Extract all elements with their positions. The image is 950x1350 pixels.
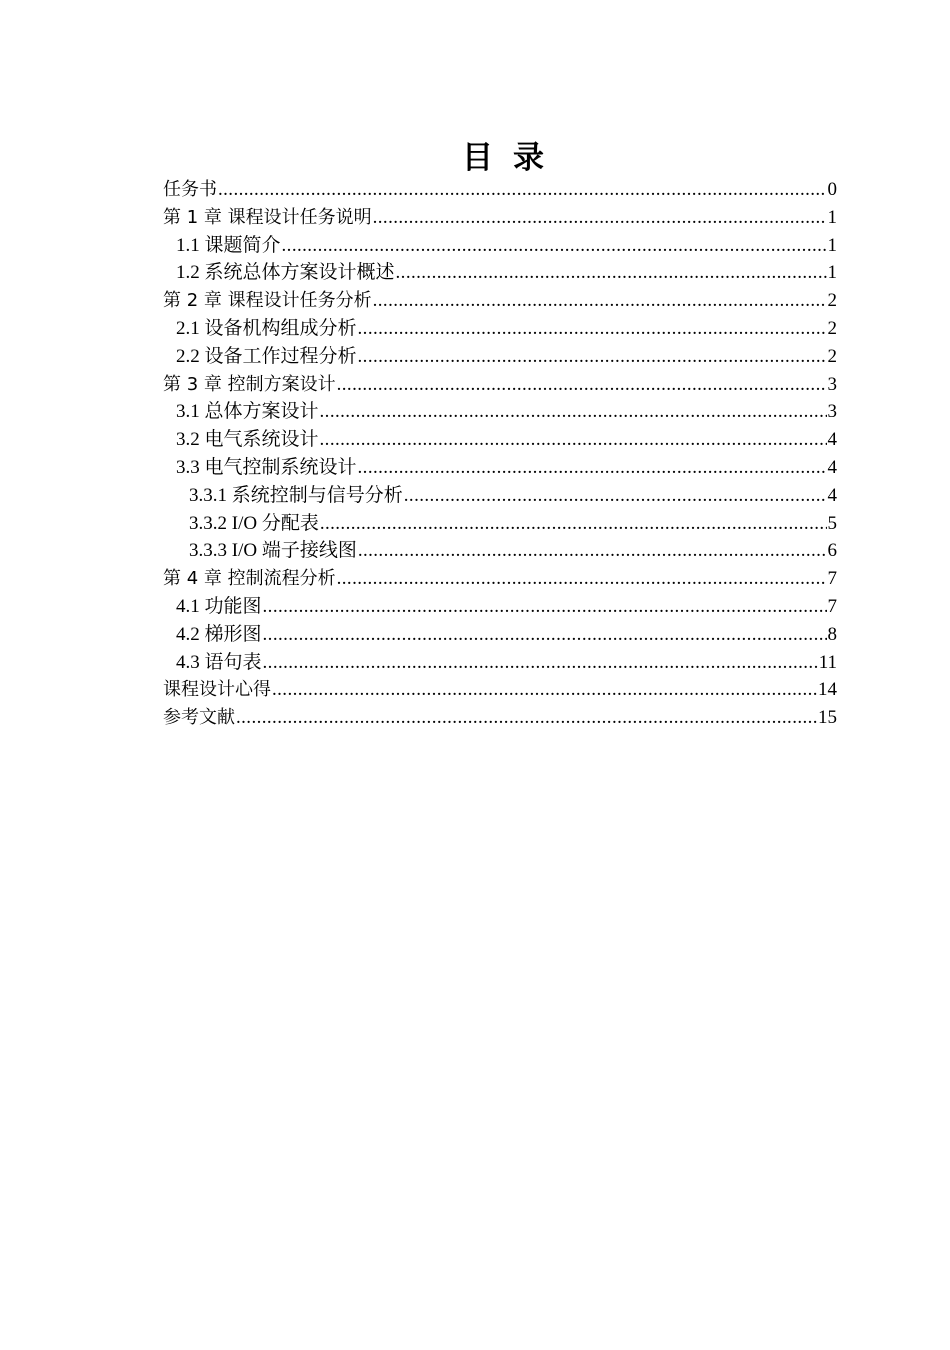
toc-entry[interactable] — [163, 176, 837, 204]
toc-entry-page: 4 — [827, 456, 837, 478]
toc-entry[interactable] — [163, 371, 837, 399]
toc-entry-page: 1 — [827, 262, 837, 284]
dot-leader — [263, 649, 818, 677]
toc-entry-page: 4 — [827, 484, 837, 506]
toc-entry-page: 7 — [827, 595, 837, 617]
toc-entry-page: 7 — [827, 568, 837, 590]
toc-title-char-2: 录 — [513, 140, 544, 176]
dot-leader — [373, 204, 827, 232]
toc-entry[interactable] — [163, 510, 837, 538]
toc-entry-label: 2.2 设备工作过程分析 — [176, 345, 357, 367]
toc-entry-label: 3.3.1 系统控制与信号分析 — [189, 484, 403, 506]
toc-entry[interactable] — [163, 676, 837, 704]
toc-title-char-1: 目 — [462, 140, 493, 176]
toc-entry-page: 5 — [827, 512, 837, 534]
toc-entry-page: 2 — [827, 290, 837, 312]
toc-entry-label: 3.1 总体方案设计 — [176, 401, 319, 423]
dot-leader — [236, 704, 817, 732]
toc-entry[interactable] — [163, 621, 837, 649]
toc-entry-page: 1 — [827, 206, 837, 228]
dot-leader — [358, 315, 827, 343]
toc-entry-label: 任务书 — [163, 179, 217, 200]
toc-entry-page: 14 — [818, 679, 837, 701]
toc-entry-label: 第 4 章 控制流程分析 — [163, 568, 336, 590]
toc-entry[interactable] — [163, 259, 837, 287]
dot-leader — [218, 176, 827, 204]
toc-title — [0, 136, 950, 180]
dot-leader — [337, 565, 827, 593]
table-of-contents — [163, 176, 837, 732]
toc-entry[interactable] — [163, 537, 837, 565]
toc-entry[interactable] — [163, 204, 837, 232]
dot-leader — [263, 593, 827, 621]
toc-entry-label: 4.2 梯形图 — [176, 623, 262, 645]
dot-leader — [320, 510, 827, 538]
toc-entry-label: 课程设计心得 — [163, 679, 271, 701]
toc-entry-page: 2 — [827, 345, 837, 367]
dot-leader — [320, 398, 827, 426]
toc-entry[interactable] — [163, 343, 837, 371]
toc-entry-label: 2.1 设备机构组成分析 — [176, 317, 357, 339]
toc-entry-page: 11 — [818, 651, 837, 673]
dot-leader — [272, 676, 817, 704]
dot-leader — [358, 343, 827, 371]
toc-entry[interactable] — [163, 704, 837, 732]
toc-entry[interactable] — [163, 482, 837, 510]
toc-entry-label: 1.2 系统总体方案设计概述 — [176, 262, 395, 284]
toc-entry-page: 1 — [827, 234, 837, 256]
dot-leader — [358, 537, 827, 565]
toc-entry[interactable] — [163, 649, 837, 677]
toc-entry[interactable] — [163, 426, 837, 454]
toc-entry[interactable] — [163, 232, 837, 260]
dot-leader — [263, 621, 827, 649]
toc-entry-label: 3.3 电气控制系统设计 — [176, 456, 357, 478]
toc-entry-label: 参考文献 — [163, 707, 235, 729]
toc-entry-label: 第 3 章 控制方案设计 — [163, 373, 336, 395]
toc-entry-page: 6 — [827, 540, 837, 562]
toc-entry[interactable] — [163, 287, 837, 315]
dot-leader — [320, 426, 827, 454]
toc-entry-label: 3.3.3 I/O 端子接线图 — [189, 540, 357, 562]
toc-entry-label: 1.1 课题简介 — [176, 234, 281, 256]
toc-entry-label: 3.3.2 I/O 分配表 — [189, 512, 319, 534]
toc-entry-page: 0 — [827, 179, 837, 200]
dot-leader — [358, 454, 827, 482]
toc-entry-label: 第 2 章 课程设计任务分析 — [163, 290, 372, 312]
toc-entry[interactable] — [163, 315, 837, 343]
toc-entry-page: 4 — [827, 429, 837, 451]
toc-entry-label: 第 1 章 课程设计任务说明 — [163, 206, 372, 228]
dot-leader — [404, 482, 827, 510]
toc-entry[interactable] — [163, 454, 837, 482]
toc-entry-label: 4.1 功能图 — [176, 595, 262, 617]
toc-entry-page: 15 — [818, 707, 837, 729]
toc-entry[interactable] — [163, 398, 837, 426]
toc-entry-page: 8 — [827, 623, 837, 645]
toc-entry-label: 3.2 电气系统设计 — [176, 429, 319, 451]
dot-leader — [373, 287, 827, 315]
toc-entry-page: 2 — [827, 317, 837, 339]
dot-leader — [282, 232, 827, 260]
toc-entry-label: 4.3 语句表 — [176, 651, 262, 673]
toc-entry-page: 3 — [827, 401, 837, 423]
dot-leader — [337, 371, 827, 399]
toc-entry[interactable] — [163, 565, 837, 593]
dot-leader — [396, 259, 827, 287]
toc-entry[interactable] — [163, 593, 837, 621]
toc-entry-page: 3 — [827, 373, 837, 395]
